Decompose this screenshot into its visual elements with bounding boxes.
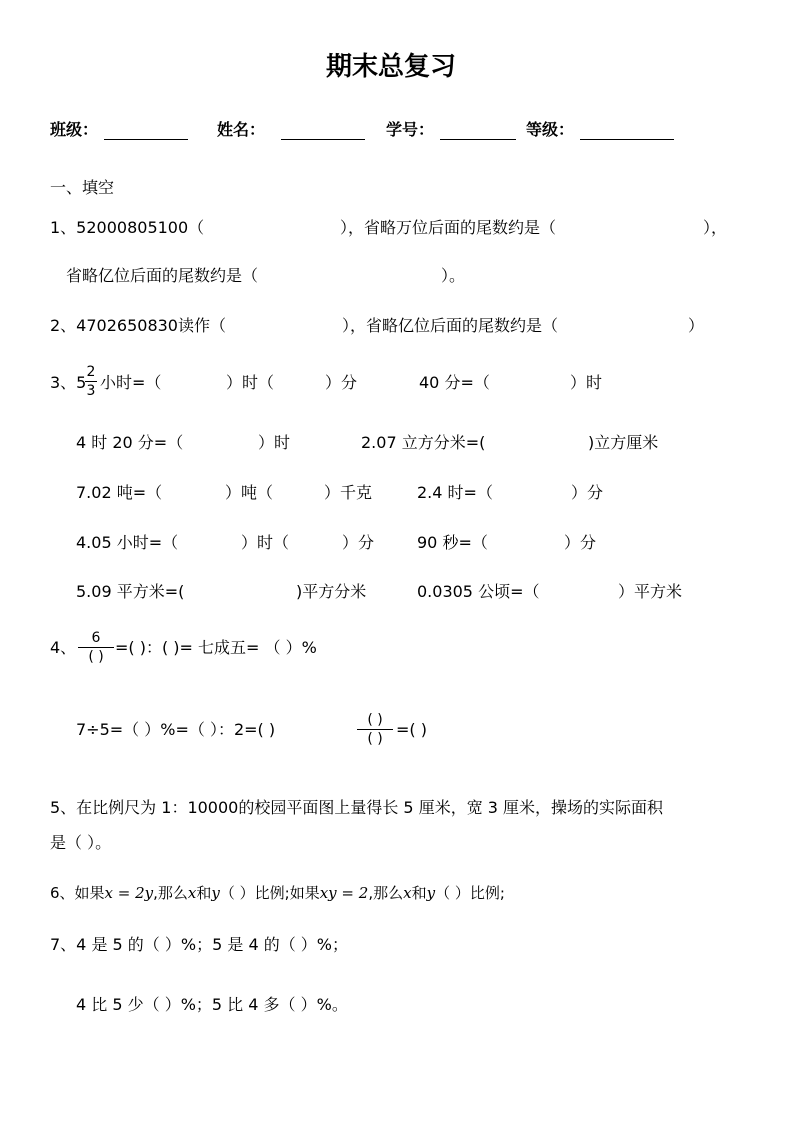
q3-r3-b: ）吨（ (225, 483, 274, 502)
q5-line2: 是（ ）。 (50, 833, 112, 852)
q3-r5-a: 5.09 平方米=( (76, 582, 185, 601)
q3-frac-numerator: 2 (86, 364, 96, 380)
q3-r4-b: ）时（ (241, 533, 290, 552)
q7-line2: 4 比 5 少（ ）%；5 比 4 多（ ）%。 (76, 995, 348, 1014)
q4-frac2-denominator: ( ) (367, 731, 383, 747)
q1-text-c: ）， (703, 218, 728, 237)
q4-fraction (78, 631, 114, 664)
q2-text-c: ） (688, 316, 705, 335)
q6-line (50, 886, 505, 901)
q4-line2-a: 7÷5=（ ）%=（ ）：2=( ) (76, 720, 276, 739)
frac-bar (357, 729, 393, 730)
q3-r5-d: ）平方米 (618, 582, 683, 601)
q4-frac2-numerator: ( ) (367, 712, 383, 728)
q3-r5-c: 0.0305 公顷=（ (417, 582, 540, 601)
name-field[interactable] (281, 139, 365, 140)
q3-r3-e: ）分 (571, 483, 604, 502)
q3-r4-c: ）分 (342, 533, 375, 552)
q1-text-e: ）。 (441, 266, 466, 285)
q4-fraction-2 (357, 713, 393, 746)
q3-r1-b: ）时（ (226, 373, 275, 392)
q6-text-c: 和 (196, 884, 212, 902)
frac-bar (85, 381, 97, 382)
q3-r3-c: ）千克 (324, 483, 373, 502)
grade-label: 等级： (526, 120, 575, 139)
q6-text-g: （ ）比例; (435, 884, 505, 902)
q3-r2-a: 4 时 20 分=（ (76, 433, 184, 452)
q3-r4-e: ）分 (564, 533, 597, 552)
q3-frac-denominator: 3 (86, 383, 96, 399)
q6-text-d: （ ）比例;如果 (219, 884, 320, 902)
q3-fraction (85, 365, 97, 398)
q2-text-a: 2、4702650830读作（ (50, 316, 226, 335)
class-field[interactable] (104, 139, 188, 140)
q3-prefix: 3、5 (50, 373, 87, 392)
q3-r2-d: )立方厘米 (588, 433, 659, 452)
q3-r1-e: ）时 (570, 373, 603, 392)
q3-r3-a: 7.02 吨=（ (76, 483, 163, 502)
q6-text-f: 和 (411, 884, 427, 902)
q6-var-y: y (211, 884, 220, 902)
q3-r3-d: 2.4 时=（ (417, 483, 493, 502)
q3-r1-c: ）分 (325, 373, 358, 392)
class-label: 班级： (50, 120, 99, 139)
q4-line1: =( )：( )= 七成五= （ ）% (115, 638, 317, 657)
section-heading: 一、填空 (50, 178, 115, 197)
q6-text-e: ,那么 (368, 884, 404, 902)
q6-var-y-2: y (426, 884, 436, 902)
q6-equation-1: x = 2y (104, 884, 154, 902)
q6-text-a: 6、如果 (50, 884, 105, 902)
q2-text-b: ），省略亿位后面的尾数约是（ (342, 316, 559, 335)
q3-r1-a: 小时=（ (100, 373, 162, 392)
q1-text-b: ），省略万位后面的尾数约是（ (340, 218, 557, 237)
page-title: 期末总复习 (326, 52, 457, 82)
q4-frac-numerator: 6 (91, 630, 101, 646)
q1-text-a: 1、52000805100（ (50, 218, 205, 237)
q3-r2-c: 2.07 立方分米=( (361, 433, 486, 452)
frac-bar (78, 647, 114, 648)
student-id-field[interactable] (440, 139, 516, 140)
q6-text-b: ,那么 (153, 884, 188, 902)
name-label: 姓名： (217, 120, 266, 139)
q4-prefix: 4、 (50, 638, 77, 657)
q3-r5-b: )平方分米 (296, 582, 367, 601)
q1-text-d: 省略亿位后面的尾数约是（ (66, 266, 259, 285)
q6-equation-2: xy = 2 (319, 884, 369, 902)
q3-r4-a: 4.05 小时=（ (76, 533, 179, 552)
q6-var-x-2: x (403, 884, 412, 902)
q4-line2-b: =( ) (396, 720, 427, 739)
student-id-label: 学号： (386, 120, 435, 139)
q5-line1: 5、在比例尺为 1：10000的校园平面图上量得长 5 厘米，宽 3 厘米，操场的实际面积 (50, 798, 664, 817)
q3-r2-b: ）时 (258, 433, 291, 452)
q7-line1: 7、4 是 5 的（ ）%；5 是 4 的（ ）%； (50, 935, 348, 954)
grade-field[interactable] (580, 139, 674, 140)
q3-r1-d: 40 分=（ (419, 373, 490, 392)
q3-r4-d: 90 秒=（ (417, 533, 488, 552)
q6-var-x: x (187, 884, 197, 902)
q4-frac-denominator: ( ) (88, 649, 104, 665)
